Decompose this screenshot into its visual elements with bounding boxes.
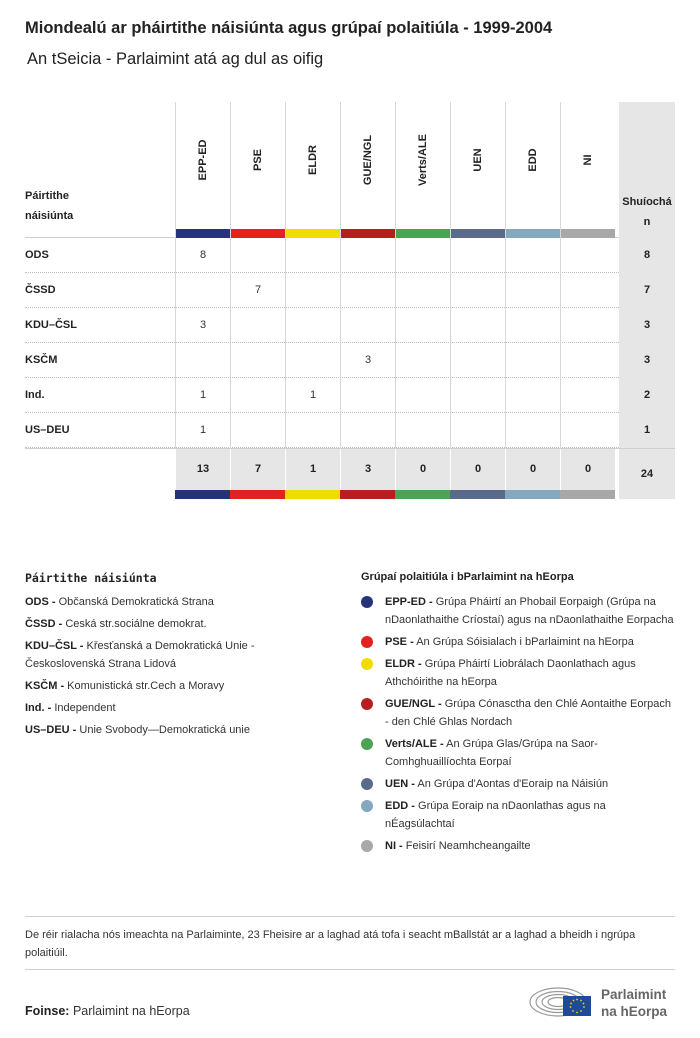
table-row	[25, 238, 675, 273]
seat-cell	[230, 343, 285, 378]
group-abbr: ELDR -	[385, 658, 422, 670]
group-color-bar	[176, 229, 230, 238]
table-header	[25, 102, 675, 238]
party-abbr: KDU–ČSL -	[25, 640, 84, 652]
row-total-cell: 3	[619, 308, 675, 343]
group-color-bar	[340, 490, 395, 499]
sum-row	[25, 448, 675, 498]
party-abbr: Ind. -	[25, 702, 52, 714]
table-row	[25, 273, 675, 308]
total-header-line2: n	[643, 216, 651, 228]
party-full-name: Ceská str.sociálne demokrat.	[65, 618, 207, 630]
seat-cell	[340, 308, 395, 343]
seat-cell	[560, 343, 615, 378]
table-row	[25, 378, 675, 413]
group-header-label: GUE/NGL	[362, 134, 374, 186]
seat-cell	[450, 308, 505, 343]
group-color-bar	[231, 229, 285, 238]
group-legend-item	[361, 655, 677, 691]
group-sum-cell: 0	[450, 449, 505, 490]
row-total-cell: 2	[619, 378, 675, 413]
group-abbr: EPP-ED -	[385, 596, 433, 608]
party-full-name: Komunistická str.Cech a Moravy	[67, 680, 225, 692]
group-color-bar	[286, 229, 340, 238]
party-full-name: Independent	[54, 702, 116, 714]
seat-cell	[450, 238, 505, 273]
page-subtitle: An tSeicia - Parlaimint atá ag dul as oifig	[27, 50, 324, 68]
party-abbr: ČSSD -	[25, 618, 63, 630]
group-color-bar	[505, 490, 560, 499]
group-sum-cell: 7	[230, 449, 285, 490]
group-legend-item	[361, 633, 677, 651]
group-header-label: NI	[582, 154, 594, 166]
group-color-bar	[560, 490, 615, 499]
party-header-line1: Páirtithe	[25, 190, 70, 202]
party-legend-list	[25, 593, 325, 739]
seat-cell	[395, 413, 450, 448]
group-abbr: UEN -	[385, 778, 415, 790]
group-column-header	[175, 102, 230, 238]
seat-cell	[285, 273, 340, 308]
seat-cell: 8	[175, 238, 230, 273]
group-full-name: An Grúpa Glas/Grúpa na Saor-Comhghuaillíochta Eorpaí	[385, 738, 598, 768]
seat-cell	[505, 378, 560, 413]
group-header-label: EDD	[527, 148, 539, 172]
seat-cell	[395, 238, 450, 273]
group-column-header	[560, 102, 615, 238]
group-sum-cell: 3	[340, 449, 395, 490]
party-name: ODS	[25, 249, 49, 261]
group-full-name: Grúpa Pháirtí Liobrálach Daonlathach agus Athchóirithe na hEorpa	[385, 658, 636, 688]
group-color-bar	[285, 490, 340, 499]
seat-cell	[395, 343, 450, 378]
group-full-name: An Grúpa Sóisialach i bParlaimint na hEorpa	[416, 636, 634, 648]
party-abbr: ODS -	[25, 596, 56, 608]
seat-cell	[340, 378, 395, 413]
page-title: Miondealú ar pháirtithe náisiúnta agus grúpaí polaitiúla - 1999-2004	[25, 19, 553, 37]
seat-cell	[340, 413, 395, 448]
party-full-name: Občanská Demokratická Strana	[58, 596, 214, 608]
seat-cell	[450, 273, 505, 308]
party-legend-item	[25, 699, 325, 717]
grand-total-cell: 24	[619, 449, 675, 499]
group-column-header	[230, 102, 285, 238]
group-full-name: Grúpa Eoraip na nDaonlathas agus na nÉagsúlachtaí	[385, 800, 606, 830]
party-abbr: US–DEU -	[25, 724, 77, 736]
seat-cell	[505, 273, 560, 308]
party-full-name: Křesťanská a Demokratická Unie - Československá Strana Lidová	[25, 640, 255, 670]
table-row	[25, 413, 675, 448]
seat-cell	[230, 238, 285, 273]
seat-cell	[340, 273, 395, 308]
group-column-header	[340, 102, 395, 238]
group-abbr: Verts/ALE -	[385, 738, 444, 750]
seat-cell	[505, 343, 560, 378]
row-total-cell: 8	[619, 238, 675, 273]
table-row	[25, 308, 675, 343]
group-abbr: PSE -	[385, 636, 414, 648]
ep-logo	[528, 980, 678, 1020]
color-dot-icon	[361, 636, 373, 648]
hemicycle-icon	[528, 980, 594, 1018]
group-color-bar	[561, 229, 615, 238]
total-header-text	[619, 192, 675, 232]
group-legend-item	[361, 797, 677, 833]
source-label: Foinse:	[25, 1004, 70, 1018]
group-legend-item	[361, 775, 677, 793]
seat-cell	[395, 273, 450, 308]
group-column-header	[505, 102, 560, 238]
seat-cell	[175, 273, 230, 308]
total-header-line1: Shuíochá	[622, 196, 672, 208]
table-body	[25, 238, 675, 448]
group-full-name: Grúpa Cónasctha den Chlé Aontaithe Eorpach - den Chlé Ghlas Nordach	[385, 698, 671, 728]
total-column-header	[619, 102, 675, 238]
seat-cell	[505, 308, 560, 343]
group-color-bar	[341, 229, 395, 238]
party-name: KDU–ČSL	[25, 319, 77, 331]
party-name: US–DEU	[25, 424, 70, 436]
seat-cell	[450, 343, 505, 378]
color-dot-icon	[361, 778, 373, 790]
party-legend	[25, 571, 325, 743]
source-value: Parlaimint na hEorpa	[72, 1004, 190, 1018]
seat-cell	[505, 238, 560, 273]
group-header-label: EPP-ED	[197, 139, 209, 181]
party-full-name: Unie Svobody—Demokratická unie	[79, 724, 250, 736]
seats-table	[25, 102, 675, 498]
group-color-bar	[506, 229, 560, 238]
seat-cell: 3	[175, 308, 230, 343]
logo-line2: na hEorpa	[601, 1004, 668, 1019]
seat-cell	[285, 238, 340, 273]
party-legend-heading: Páirtithe náisiúnta	[25, 571, 157, 585]
color-dot-icon	[361, 596, 373, 608]
group-column-header	[395, 102, 450, 238]
seat-cell	[230, 413, 285, 448]
row-total-cell: 3	[619, 343, 675, 378]
seat-cell	[285, 413, 340, 448]
party-legend-item	[25, 721, 325, 739]
color-dot-icon	[361, 738, 373, 750]
group-legend-item	[361, 837, 677, 855]
seat-cell	[230, 308, 285, 343]
party-name: KSČM	[25, 354, 58, 366]
party-column-header	[25, 186, 73, 226]
divider	[25, 916, 675, 917]
seat-cell	[395, 378, 450, 413]
group-sum-cell: 0	[560, 449, 615, 490]
logo-line1: Parlaimint	[601, 987, 667, 1002]
table-row	[25, 343, 675, 378]
group-header-label: UEN	[472, 148, 484, 172]
party-legend-item	[25, 677, 325, 695]
group-sum-cell: 0	[505, 449, 560, 490]
seat-cell	[285, 308, 340, 343]
group-legend-item	[361, 695, 677, 731]
group-header-label: PSE	[252, 148, 264, 172]
seat-cell	[560, 378, 615, 413]
group-full-name: Feisirí Neamhcheangailte	[405, 840, 531, 852]
footnote: De réir rialacha nós imeachta na Parlaiminte, 23 Fheisire ar a laghad atá tofa i seacht mBallstát ar a laghad a bheidh i ngrúpa polaitiúil.	[25, 929, 636, 959]
seat-cell	[505, 413, 560, 448]
group-color-bar	[230, 490, 285, 499]
group-sum-cell: 0	[395, 449, 450, 490]
group-legend-item	[361, 735, 677, 771]
group-color-bar	[395, 490, 450, 499]
group-color-bar	[450, 490, 505, 499]
color-dot-icon	[361, 800, 373, 812]
seat-cell: 1	[175, 413, 230, 448]
group-legend-heading: Grúpaí polaitiúla i bParlaimint na hEorpa	[361, 571, 574, 583]
seat-cell	[175, 343, 230, 378]
group-sum-cell: 13	[175, 449, 230, 490]
color-dot-icon	[361, 698, 373, 710]
seat-cell	[450, 413, 505, 448]
seat-cell	[560, 238, 615, 273]
group-legend	[361, 571, 677, 859]
row-total-cell: 7	[619, 273, 675, 308]
color-dot-icon	[361, 658, 373, 670]
party-legend-item	[25, 615, 325, 633]
group-column-header	[450, 102, 505, 238]
logo-text	[601, 986, 667, 1020]
group-column-header	[285, 102, 340, 238]
group-color-bar	[451, 229, 505, 238]
party-legend-item	[25, 593, 325, 611]
group-abbr: NI -	[385, 840, 403, 852]
seat-cell	[560, 308, 615, 343]
divider	[25, 969, 675, 970]
seat-cell	[450, 378, 505, 413]
party-name: ČSSD	[25, 284, 56, 296]
party-header-line2: náisiúnta	[25, 210, 74, 222]
group-header-label: ELDR	[307, 145, 319, 175]
seat-cell: 7	[230, 273, 285, 308]
seat-cell: 1	[175, 378, 230, 413]
group-abbr: EDD -	[385, 800, 415, 812]
group-full-name: An Grúpa d'Aontas d'Eoraip na Náisiún	[417, 778, 609, 790]
row-total-cell: 1	[619, 413, 675, 448]
party-abbr: KSČM -	[25, 680, 65, 692]
party-legend-item	[25, 637, 325, 673]
seat-cell	[560, 273, 615, 308]
group-legend-item	[361, 593, 677, 629]
source-line	[25, 1004, 190, 1018]
group-color-bar	[175, 490, 230, 499]
seat-cell	[340, 238, 395, 273]
seat-cell: 3	[340, 343, 395, 378]
group-abbr: GUE/NGL -	[385, 698, 442, 710]
group-full-name: Grúpa Pháirtí an Phobail Eorpaigh (Grúpa na nDaonlathaithe Críostaí) agus na nDaonlathaithe Eorpacha	[385, 596, 674, 626]
seat-cell	[230, 378, 285, 413]
seat-cell: 1	[285, 378, 340, 413]
group-sum-cell: 1	[285, 449, 340, 490]
seat-cell	[395, 308, 450, 343]
group-header-label: Verts/ALE	[417, 134, 429, 186]
group-legend-list	[361, 593, 677, 855]
color-dot-icon	[361, 840, 373, 852]
seat-cell	[285, 343, 340, 378]
party-name: Ind.	[25, 389, 45, 401]
group-color-bar	[396, 229, 450, 238]
seat-cell	[560, 413, 615, 448]
